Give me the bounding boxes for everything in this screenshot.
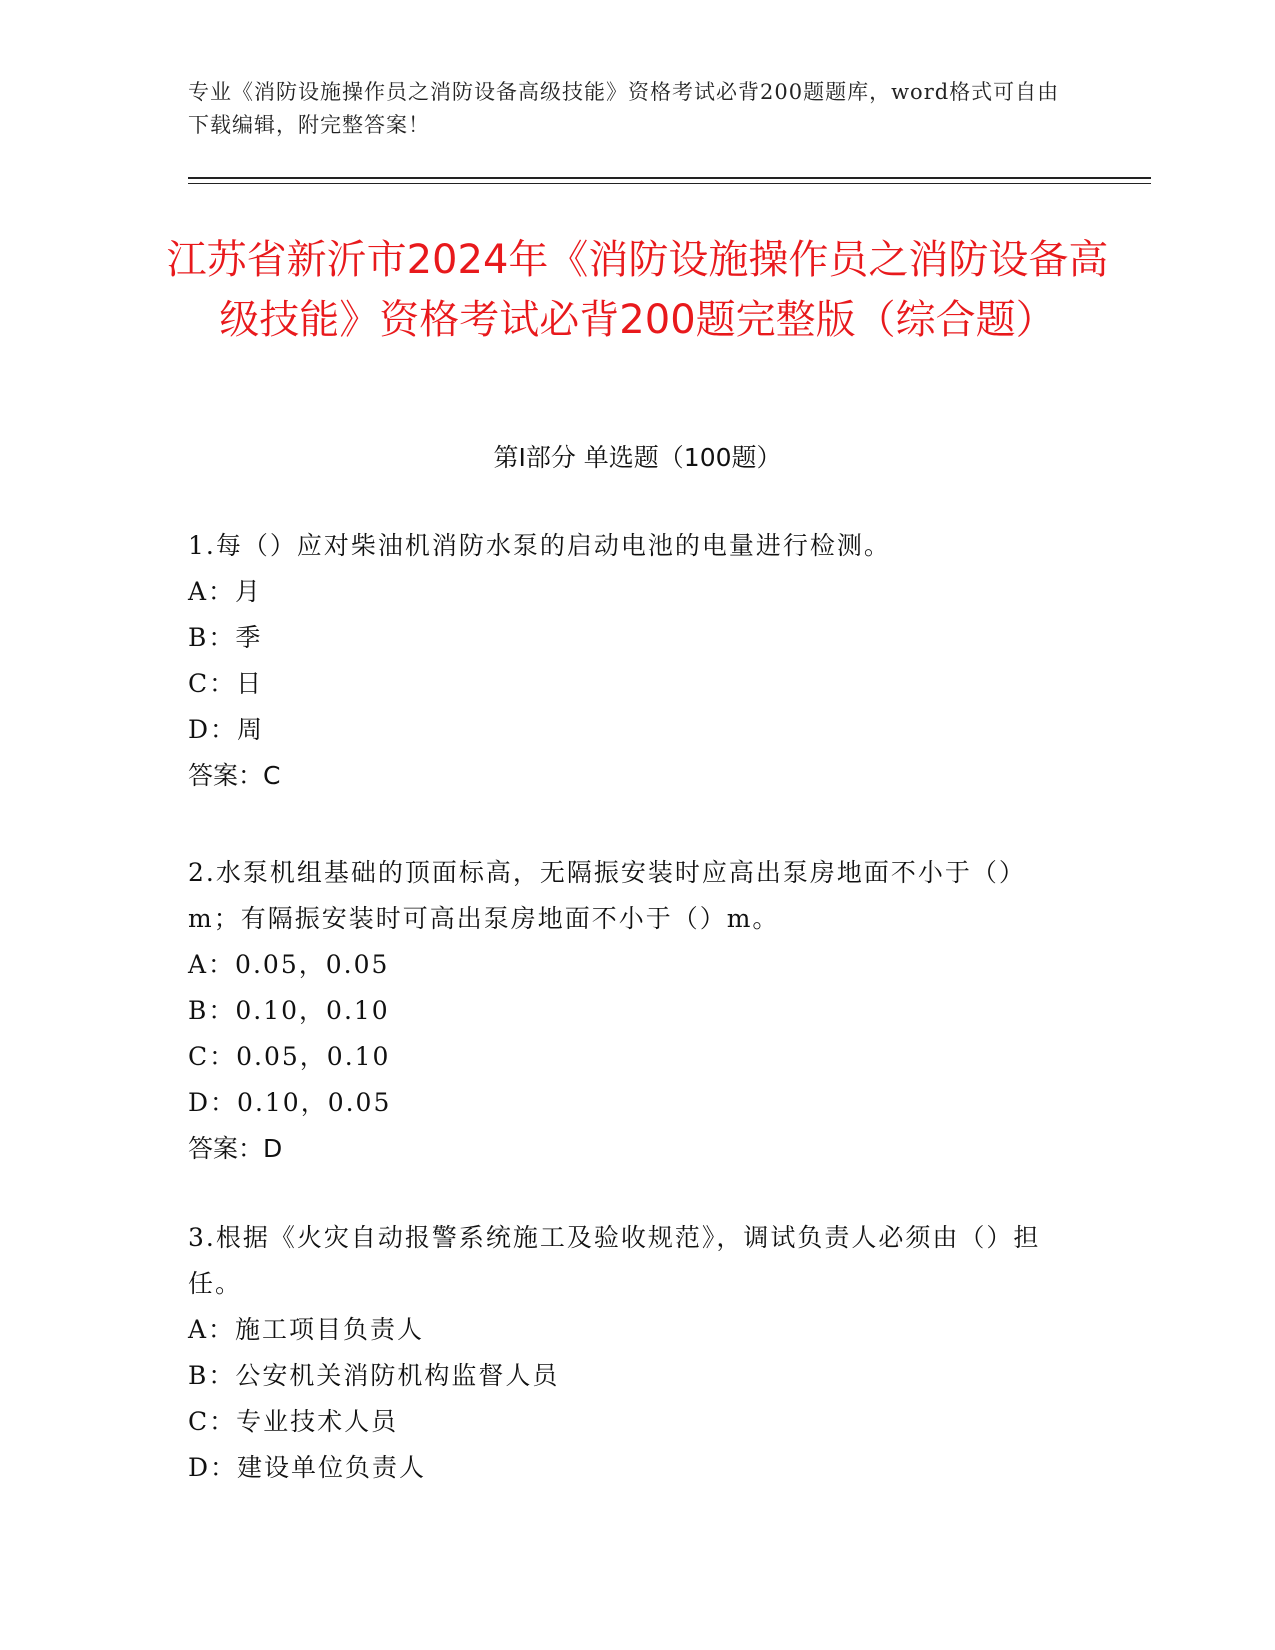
option-b: B：季 <box>188 623 263 652</box>
header-divider-thick <box>188 177 1151 179</box>
section-heading: 第Ⅰ部分 单选题（100题） <box>493 443 782 472</box>
header-note: 专业《消防设施操作员之消防设备高级技能》资格考试必背200题题库，word格式可自由下载编辑，附完整答案！ <box>188 80 1060 137</box>
option-d: D：周 <box>188 715 265 744</box>
option-c: C：专业技术人员 <box>188 1407 399 1436</box>
header-divider-thin <box>188 183 1151 184</box>
document-title: 江苏省新沂市2024年《消防设施操作员之消防设备高级技能》资格考试必背200题完整版（综合题） <box>166 237 1109 343</box>
question-block <box>188 1215 1068 1491</box>
option-a: A：月 <box>188 577 263 606</box>
option-d: D：建设单位负责人 <box>188 1453 427 1482</box>
question-block <box>188 850 1068 1172</box>
option-c: C：日 <box>188 669 264 698</box>
question-stem: 3.根据《火灾自动报警系统施工及验收规范》，调试负责人必须由（）担任。 <box>188 1223 1041 1298</box>
option-b: B：0.10，0.10 <box>188 996 390 1025</box>
option-c: C：0.05，0.10 <box>188 1042 391 1071</box>
question-stem: 2.水泵机组基础的顶面标高，无隔振安装时应高出泵房地面不小于（）m；有隔振安装时可高出泵房地面不小于（）m。 <box>188 858 1026 933</box>
question-stem: 1.每（）应对柴油机消防水泵的启动电池的电量进行检测。 <box>188 531 891 560</box>
option-a: A：0.05，0.05 <box>188 950 390 979</box>
answer: 答案：C <box>188 761 281 790</box>
answer: 答案：D <box>188 1134 283 1163</box>
option-b: B：公安机关消防机构监督人员 <box>188 1361 560 1390</box>
option-d: D：0.10，0.05 <box>188 1088 392 1117</box>
option-a: A：施工项目负责人 <box>188 1315 425 1344</box>
question-block <box>188 523 1068 799</box>
